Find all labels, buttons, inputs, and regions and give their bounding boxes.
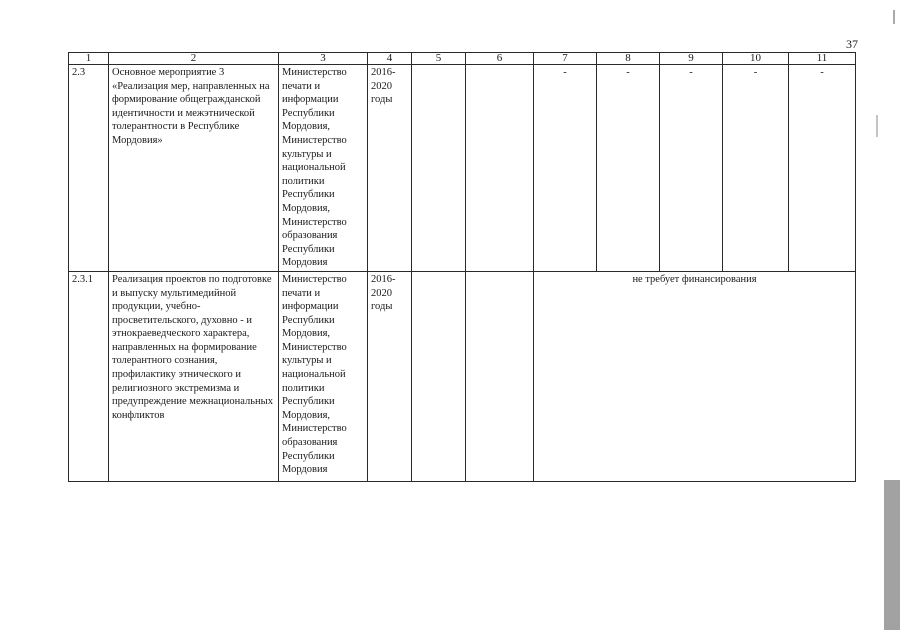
header-cell-10: 10 — [723, 53, 789, 65]
row-col5 — [412, 65, 466, 272]
row-col10: - — [723, 65, 789, 272]
row-col6 — [466, 271, 534, 481]
header-cell-4: 4 — [368, 53, 412, 65]
row-col5 — [412, 271, 466, 481]
header-cell-7: 7 — [534, 53, 597, 65]
page-number: 37 — [846, 37, 858, 51]
scan-artifact — [893, 10, 895, 24]
header-row — [69, 53, 856, 65]
table-row — [69, 65, 856, 272]
program-table — [68, 52, 856, 482]
row-financing-note: не требует финансирования — [534, 271, 856, 481]
header-cell-8: 8 — [597, 53, 660, 65]
row-col11: - — [789, 65, 856, 272]
row-col7: - — [534, 65, 597, 272]
row-col9: - — [660, 65, 723, 272]
row-col6 — [466, 65, 534, 272]
row-code: 2.3 — [69, 65, 109, 272]
row-col8: - — [597, 65, 660, 272]
header-cell-11: 11 — [789, 53, 856, 65]
row-title: Реализация проектов по подготовке и выпуску мультимедийной продукции, учебно-просветительского, духовно - и этнокраеведческого характера, направленных на формирование толерантного сознания, профилактику этнического и религиозного экстремизма и предупреждение межнациональных конфликтов — [109, 271, 279, 481]
scan-artifact — [884, 480, 900, 630]
row-executors: Министерство печати и информации Республики Мордовия, Министерство культуры и национальной политики Республики Мордовия, Министерство образования Республики Мордовия — [279, 65, 368, 272]
row-code: 2.3.1 — [69, 271, 109, 481]
row-years: 2016-2020 годы — [368, 271, 412, 481]
header-cell-9: 9 — [660, 53, 723, 65]
table-row — [69, 271, 856, 481]
header-cell-2: 2 — [109, 53, 279, 65]
header-cell-3: 3 — [279, 53, 368, 65]
row-title: Основное мероприятие 3 «Реализация мер, направленных на формирование общегражданской идентичности и межэтнической толерантности в Республике Мордовия» — [109, 65, 279, 272]
scan-artifact — [876, 115, 878, 137]
row-years: 2016-2020 годы — [368, 65, 412, 272]
header-cell-6: 6 — [466, 53, 534, 65]
header-cell-5: 5 — [412, 53, 466, 65]
row-executors: Министерство печати и информации Республики Мордовия, Министерство культуры и национальной политики Республики Мордовия, Министерство образования Республики Мордовия — [279, 271, 368, 481]
header-cell-1: 1 — [69, 53, 109, 65]
